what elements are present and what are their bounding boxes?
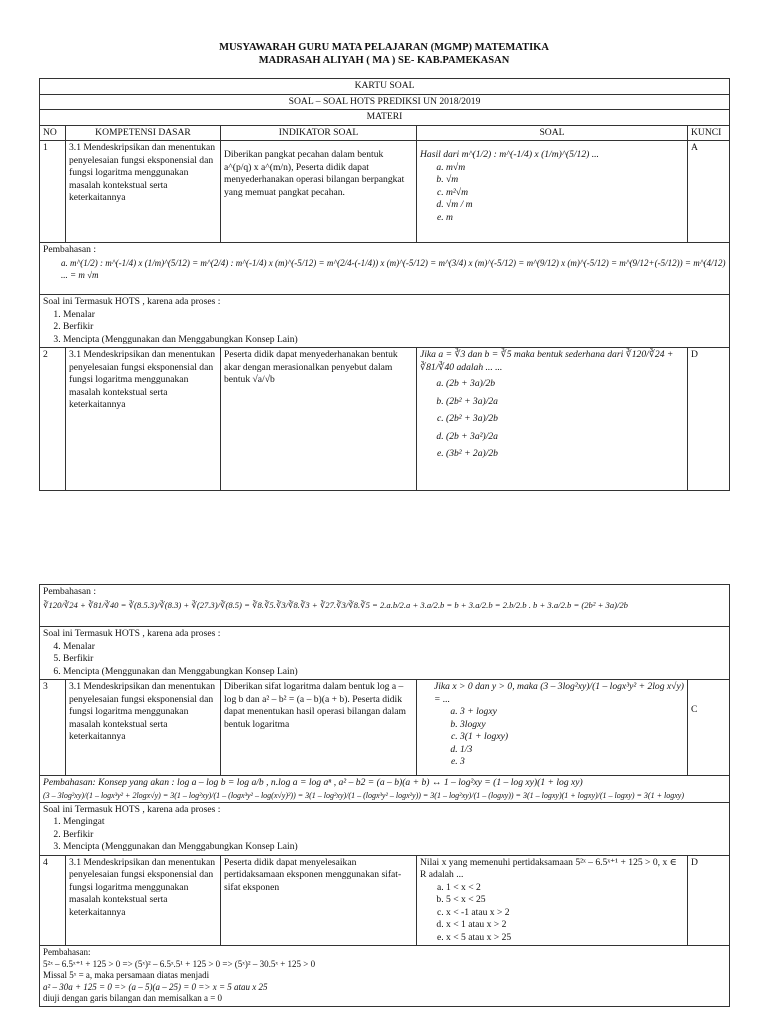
q1-hots-list [43,309,726,347]
q3-option: b. 3logxy [460,719,684,732]
q2-hots [40,627,730,680]
q2-option: d. (2b + 3a²)/2a [446,431,684,444]
q1-indikator: Diberikan pangkat pecahan dalam bentuk a^(p/q) x a^(m/n), Peserta didik dapat menyederhanakan operasi bilangan berpangkat yang memuat pangkat pecahan. [221,141,417,243]
q3-option: c. 3(1 + logxy) [460,731,684,744]
q2-key: D [688,348,730,491]
q1-option: b. √m [446,174,684,187]
hots-item: 3. Mencipta (Menggunakan dan Menggabungkan Konsep Lain) [63,334,726,347]
q4-stem: Nilai x yang memenuhi pertidaksamaan 5²ˣ – 6.5ˣ⁺¹ + 125 > 0, x ∈ R adalah ... [420,856,677,880]
header-line-1: MUSYAWARAH GURU MATA PELAJARAN (MGMP) MATEMATIKA [219,42,549,53]
q2-option: e. (3b² + 2a)/2b [446,448,684,461]
q3-key: C [688,680,730,776]
q2-pembahasan-label: Pembahasan : [43,586,97,597]
q4-sol-line: Missal 5ˣ = a, maka persamaan diatas menjadi [43,970,210,980]
q4-indikator: Peserta didik dapat menyelesaikan pertidaksamaan eksponen menggunakan sifat-sifat eksponen [221,855,417,946]
q4-sol-line: 5²ˣ – 6.5ˣ⁺¹ + 125 > 0 => (5ˣ)² – 6.5ˣ.5¹ + 125 > 0 => (5ˣ)² – 30.5ˣ + 125 > 0 [43,958,316,969]
q1-solution: a. m^(1/2) : m^(-1/4) x (1/m)^(5/12) = m^(2/4) : m^(-1/4) x (m)^(-5/12) = m^(2/4-(-1/4)) x (m)^(-5/12) = m^(3/4) x (m)^(-5/12) = m^(9/12) x (m)^(-5/12) = m^(9/12+(-5/12)) = m^(4/12) ... = m √m [61,257,726,280]
q3-stem: Jika x > 0 dan y > 0, maka (3 – 3log²xy)/(1 – logx³y² + 2log x√y) = ... [434,681,684,705]
q1-hots [40,295,730,348]
q1-stem: Hasil dari m^(1/2) : m^(-1/4) x (1/m)^(5/12) ... [420,149,599,160]
card-title: KARTU SOAL [40,79,730,95]
q3-pembahasan [40,776,730,803]
hots-item: 4. Menalar [63,641,726,654]
q3-indikator: Diberikan sifat logaritma dalam bentuk log a – log b dan a² – b² = (a – b)(a + b). Peserta didik dapat menentukan hasil operasi bilangan dalam bentuk logaritma [221,680,417,776]
q3-soal [417,680,688,776]
header-line-2: MADRASAH ALIYAH ( MA ) SE- KAB.PAMEKASAN [258,55,510,66]
hots-item: 2. Berfikir [63,321,726,334]
q4-sol-line: Pembahasan: [43,947,91,957]
q2-pembahasan [40,585,730,627]
q4-no: 4 [40,855,66,946]
q3-hots-list [43,816,726,854]
q2-no: 2 [40,348,66,491]
q4-option: b. 5 < x < 25 [446,894,684,907]
q3-hots-label: Soal ini Termasuk HOTS , karena ada proses : [43,803,221,815]
document-header [0,41,768,67]
hots-item: 1. Menalar [63,309,726,322]
q4-key: D [688,855,730,946]
q4-pembahasan [40,946,730,1007]
q4-option: e. x < 5 atau x > 25 [446,932,684,945]
q1-no: 1 [40,141,66,243]
col-kunci: KUNCI [688,125,730,141]
card-subtitle: SOAL – SOAL HOTS PREDIKSI UN 2018/2019 [40,94,730,110]
q1-option: a. m√m [446,162,684,175]
q3-kd: 3.1 Mendeskripsikan dan menentukan penyelesaian fungsi eksponensial dan fungsi logaritma menggunakan masalah kontekstual serta keterkaitannya [66,680,221,776]
q4-kd: 3.1 Mendeskripsikan dan menentukan penyelesaian fungsi eksponensial dan fungsi logaritma menggunakan masalah kontekstual serta keterkaitannya [66,855,221,946]
q2-stem: Jika a = ∛3 dan b = ∛5 maka bentuk sederhana dari ∛120/∛24 + ∛81/∛40 adalah ... ... [420,349,674,373]
q3-no: 3 [40,680,66,776]
q1-option: c. m²√m [446,187,684,200]
card-materi: MATERI [40,110,730,126]
question-card-table-1 [39,78,730,491]
q3-option: e. 3 [460,756,684,769]
q3-options [420,706,684,769]
q2-options [420,378,684,461]
hots-item: 6. Mencipta (Menggunakan dan Menggabungkan Konsep Lain) [63,666,726,679]
q3-hots [40,802,730,855]
hots-item: 1. Mengingat [63,816,726,829]
q4-sol-line: diuji dengan garis bilangan dan memisalkan a = 0 [43,993,223,1003]
q4-option: d. x < 1 atau x > 2 [446,919,684,932]
q2-hots-list [43,641,726,679]
q1-soal [417,141,688,243]
hots-item: 3. Mencipta (Menggunakan dan Menggabungkan Konsep Lain) [63,841,726,854]
q1-hots-label: Soal ini Termasuk HOTS , karena ada proses : [43,296,221,307]
q1-option: d. √m / m [446,199,684,212]
q2-soal [417,348,688,491]
q4-options [420,882,684,945]
q2-option: b. (2b² + 3a)/2a [446,396,684,409]
q1-options [420,162,684,225]
q2-solution: ∛120/∛24 + ∛81/∛40 = ∛(8.5.3)/∛(8.3) + ∛(27.3)/∛(8.5) = ∛8.∛5.∛3/∛8.∛3 + ∛27.∛3/∛8.∛5 = 2.a.b/2.a + 3.a/2.b = b + 3.a/2.b = 2.b/2.b . b + 3.a/2.b = (2b² + 3a)/2b [43,599,628,610]
question-card-table-2 [39,584,730,1007]
q3-solution-2: (3 – 3log²xy)/(1 – logx³y² + 2logx√y) = 3(1 – log²xy)/(1 – (logx³y² – log(x√y)²)) = 3(1 – log²xy)/(1 – (logx³y² – logx²y)) = 3(1 – log²xy)/(1 – (logxy)) = 3(1 – logxy)(1 + logxy)/(1 – logxy) = 3(1 + logxy) [43,790,684,800]
q4-sol-line: a² – 30a + 125 = 0 => (a – 5)(a – 25) = 0 => x = 5 atau x 25 [43,981,268,992]
q4-option: a. 1 < x < 2 [446,882,684,895]
q1-pembahasan [40,243,730,295]
q1-kd: 3.1 Mendeskripsikan dan menentukan penyelesaian fungsi eksponensial dan fungsi logaritma menggunakan masalah kontekstual serta keterkaitannya [66,141,221,243]
q2-hots-label: Soal ini Termasuk HOTS , karena ada proses : [43,628,221,639]
hots-item: 2. Berfikir [63,829,726,842]
q1-option: e. m [446,212,684,225]
q2-indikator: Peserta didik dapat menyederhanakan bentuk akar dengan merasionalkan penyebut dalam bentuk √a/√b [221,348,417,491]
q3-solution-1: Pembahasan: Konsep yang akan : log a – log b = log a/b , n.log a = log aⁿ , a² – b2 = (a – b)(a + b) ↔ 1 – log²xy = (1 – log xy)(1 + log xy) [43,777,583,788]
col-no: NO [40,125,66,141]
q3-option: a. 3 + logxy [460,706,684,719]
q3-option: d. 1/3 [460,744,684,757]
col-indikator: INDIKATOR SOAL [221,125,417,141]
q2-option: c. (2b² + 3a)/2b [446,413,684,426]
q2-option: a. (2b + 3a)/2b [446,378,684,391]
q4-soal [417,855,688,946]
col-soal: SOAL [417,125,688,141]
q1-key: A [688,141,730,243]
q2-kd: 3.1 Mendeskripsikan dan menentukan penyelesaian fungsi eksponensial dan fungsi logaritma menggunakan masalah kontekstual serta keterkaitannya [66,348,221,491]
col-kompetensi: KOMPETENSI DASAR [66,125,221,141]
q1-pembahasan-label: Pembahasan : [43,244,97,255]
hots-item: 5. Berfikir [63,653,726,666]
q4-option: c. x < -1 atau x > 2 [446,907,684,920]
